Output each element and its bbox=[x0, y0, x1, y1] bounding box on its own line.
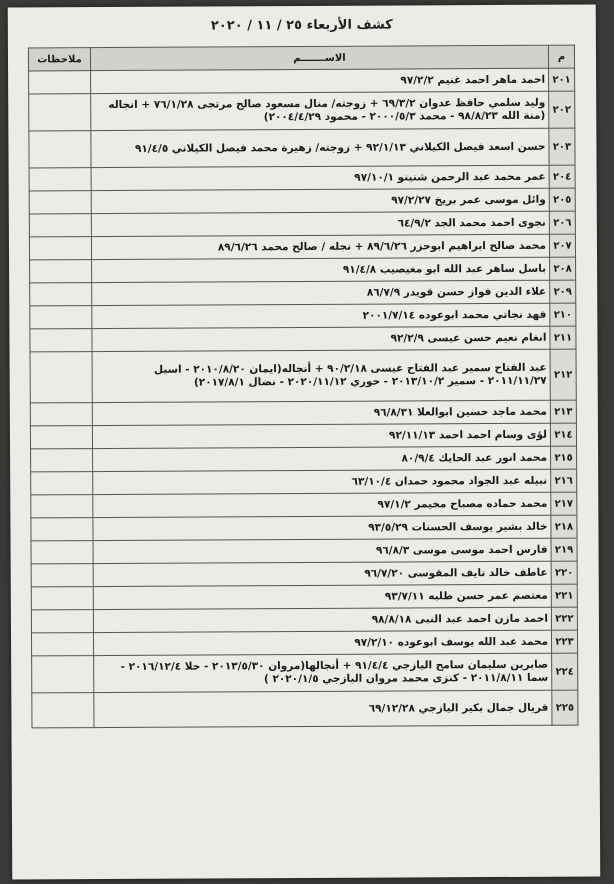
table-row bbox=[31, 561, 577, 587]
row-notes bbox=[30, 260, 92, 283]
row-name: نبيله عبد الجواد محمود حمدان ٦٣/١٠/٤ bbox=[93, 469, 551, 494]
table-row bbox=[32, 653, 578, 693]
row-number: ٢١١ bbox=[550, 326, 576, 349]
row-number: ٢٠٦ bbox=[549, 211, 575, 234]
table-row bbox=[30, 280, 576, 306]
row-number: ٢٠٨ bbox=[550, 257, 576, 280]
table-row bbox=[31, 584, 577, 610]
row-notes bbox=[31, 541, 93, 564]
table-row bbox=[29, 165, 575, 191]
table-row bbox=[31, 492, 577, 518]
row-notes bbox=[31, 495, 93, 518]
row-number: ٢٠١ bbox=[549, 68, 575, 91]
table-row bbox=[31, 469, 577, 495]
document-sheet bbox=[8, 4, 601, 879]
table-row bbox=[29, 128, 575, 168]
row-name: علاء الدين فواز حسن قويدر ٨٦/٧/٩ bbox=[92, 280, 550, 305]
header-name: الاســـــــم bbox=[90, 45, 548, 70]
row-name: احمد مازن احمد عبد النبى ٩٨/٨/١٨ bbox=[93, 607, 551, 632]
row-number: ٢٢٢ bbox=[551, 607, 577, 630]
header-number: م bbox=[548, 45, 574, 68]
row-number: ٢٠٧ bbox=[549, 234, 575, 257]
table-row bbox=[30, 326, 576, 352]
row-name: صابرين سليمان سامح اليازجي ٩١/٤/٤ + أنجالها(مروان ٢٠١٣/٥/٣٠ - حلا ٢٠١٦/١٢/٤ - سما ٢٠١١/٨/١١ - كنزى محمد مروان اليازجي ٢٠٢٠/١/٥ ) bbox=[94, 653, 552, 692]
row-name: انغام نعيم حسن عيسى ٩٢/٢/٩ bbox=[92, 326, 550, 351]
row-name: وائل موسى عمر بريخ ٩٧/٢/٢٧ bbox=[91, 188, 549, 213]
row-notes bbox=[30, 283, 92, 306]
row-notes bbox=[29, 131, 91, 168]
row-number: ٢٢٤ bbox=[552, 653, 578, 690]
row-number: ٢١٥ bbox=[551, 446, 577, 469]
row-name: باسل ساهر عبد الله ابو مغيصيب ٩١/٤/٨ bbox=[92, 257, 550, 282]
row-number: ٢١٩ bbox=[551, 538, 577, 561]
row-name: حسن اسعد فيصل الكيلاني ٩٢/١/١٣ + زوجته/ زهيرة محمد فيصل الكيلاني ٩١/٤/٥ bbox=[91, 128, 549, 167]
row-number: ٢٠٥ bbox=[549, 188, 575, 211]
row-name: فريال جمال بكير اليازجي ٦٩/١٢/٢٨ bbox=[94, 690, 552, 727]
table-row bbox=[29, 91, 575, 131]
table-row bbox=[32, 690, 578, 728]
table-row bbox=[29, 188, 575, 214]
row-number: ٢١٣ bbox=[550, 400, 576, 423]
names-table bbox=[28, 45, 579, 729]
row-notes bbox=[32, 656, 94, 693]
row-number: ٢٢٥ bbox=[552, 690, 578, 725]
row-name: معتصم عمر حسن طلبه ٩٣/٧/١١ bbox=[93, 584, 551, 609]
row-name: خالد بشير يوسف الحسنات ٩٣/٥/٢٩ bbox=[93, 515, 551, 540]
row-notes bbox=[30, 352, 92, 403]
row-number: ٢١٨ bbox=[551, 515, 577, 538]
row-notes bbox=[29, 191, 91, 214]
row-number: ٢٠٩ bbox=[550, 280, 576, 303]
row-name: محمد ماجد حسين ابوالعلا ٩٦/٨/٣١ bbox=[92, 400, 550, 425]
row-name: وليد سلمي حافظ عدوان ٦٩/٣/٢ + زوجته/ منال مسعود صالح مرتجى ٧٦/١/٢٨ + انجاله (منة الله ٩٨/٨/٢٣ - محمد ٢٠٠٠/٥/٣ - محمود ٢٠٠٤/٤/٢٩) bbox=[91, 91, 549, 130]
row-notes bbox=[31, 449, 93, 472]
row-name: نجوى احمد محمد الجد ٦٤/٩/٢ bbox=[91, 211, 549, 236]
row-number: ٢١٢ bbox=[550, 349, 576, 400]
row-notes bbox=[29, 214, 91, 237]
row-number: ٢٠٢ bbox=[549, 91, 575, 128]
row-notes bbox=[31, 472, 93, 495]
table-row bbox=[31, 538, 577, 564]
row-number: ٢١٧ bbox=[551, 492, 577, 515]
row-notes bbox=[30, 426, 92, 449]
row-number: ٢٢٠ bbox=[551, 561, 577, 584]
table-row bbox=[30, 257, 576, 283]
row-notes bbox=[29, 94, 91, 131]
row-notes bbox=[30, 306, 92, 329]
row-number: ٢١٤ bbox=[550, 423, 576, 446]
row-name: محمد عبد الله يوسف ابوعوده ٩٧/٢/١٠ bbox=[93, 630, 551, 655]
row-notes bbox=[31, 610, 93, 633]
table-row bbox=[30, 349, 576, 403]
row-number: ٢١٠ bbox=[550, 303, 576, 326]
row-notes bbox=[29, 237, 91, 260]
row-number: ٢٢٣ bbox=[551, 630, 577, 653]
table-row bbox=[29, 68, 575, 94]
row-notes bbox=[31, 518, 93, 541]
row-name: فهد نجاتي محمد ابوعوده ٢٠٠١/٧/١٤ bbox=[92, 303, 550, 328]
row-name: محمد حماده مصباح مخيمر ٩٧/١/٢ bbox=[93, 492, 551, 517]
row-name: عاطف خالد نايف المقوسى ٩٦/٧/٢٠ bbox=[93, 561, 551, 586]
row-name: احمد ماهر احمد غنيم ٩٧/٢/٢ bbox=[91, 68, 549, 93]
row-name: لؤى وسام احمد احمد ٩٢/١١/١٣ bbox=[92, 423, 550, 448]
row-number: ٢٢١ bbox=[551, 584, 577, 607]
header-notes: ملاحظات bbox=[28, 48, 90, 71]
row-notes bbox=[29, 168, 91, 191]
row-notes bbox=[30, 329, 92, 352]
row-notes bbox=[29, 71, 91, 94]
row-number: ٢٠٣ bbox=[549, 128, 575, 165]
page-title: كشف الأربعاء ٢٥ / ١١ / ٢٠٢٠ bbox=[210, 17, 393, 34]
row-number: ٢١٦ bbox=[551, 469, 577, 492]
row-notes bbox=[31, 633, 93, 656]
table-row bbox=[30, 400, 576, 426]
table-row bbox=[30, 303, 576, 329]
row-notes bbox=[30, 403, 92, 426]
row-notes bbox=[31, 564, 93, 587]
row-name: محمد صالح ابراهيم ابوحزر ٨٩/٦/٢٦ + نجله / صالح محمد ٨٩/٦/٢٦ bbox=[91, 234, 549, 259]
table-row bbox=[29, 211, 575, 237]
row-name: عمر محمد عبد الرحمن شنينو ٩٧/١٠/١ bbox=[91, 165, 549, 190]
table-row bbox=[30, 423, 576, 449]
table-row bbox=[31, 515, 577, 541]
row-name: محمد انور عبد الحايك ٨٠/٩/٤ bbox=[93, 446, 551, 471]
table-row bbox=[31, 607, 577, 633]
row-name: عبد الفتاح سمير عبد الفتاح عيسى ٩٠/٢/١٨ + أنجاله(ايمان ٢٠١٠/٨/٢٠ - اسيل ٢٠١١/١١/٢٧ - سمير ٢٠١٣/١٠/٢ - حوري ٢٠٢٠/١١/١٢ - نضال ٢٠١٧/٨/١) bbox=[92, 349, 550, 402]
row-name: فارس احمد موسى موسى ٩٦/٨/٣ bbox=[93, 538, 551, 563]
row-notes bbox=[32, 693, 94, 728]
row-number: ٢٠٤ bbox=[549, 165, 575, 188]
table-row bbox=[29, 234, 575, 260]
table-row bbox=[31, 630, 577, 656]
row-notes bbox=[31, 587, 93, 610]
table-header-row bbox=[28, 45, 574, 71]
table-row bbox=[31, 446, 577, 472]
